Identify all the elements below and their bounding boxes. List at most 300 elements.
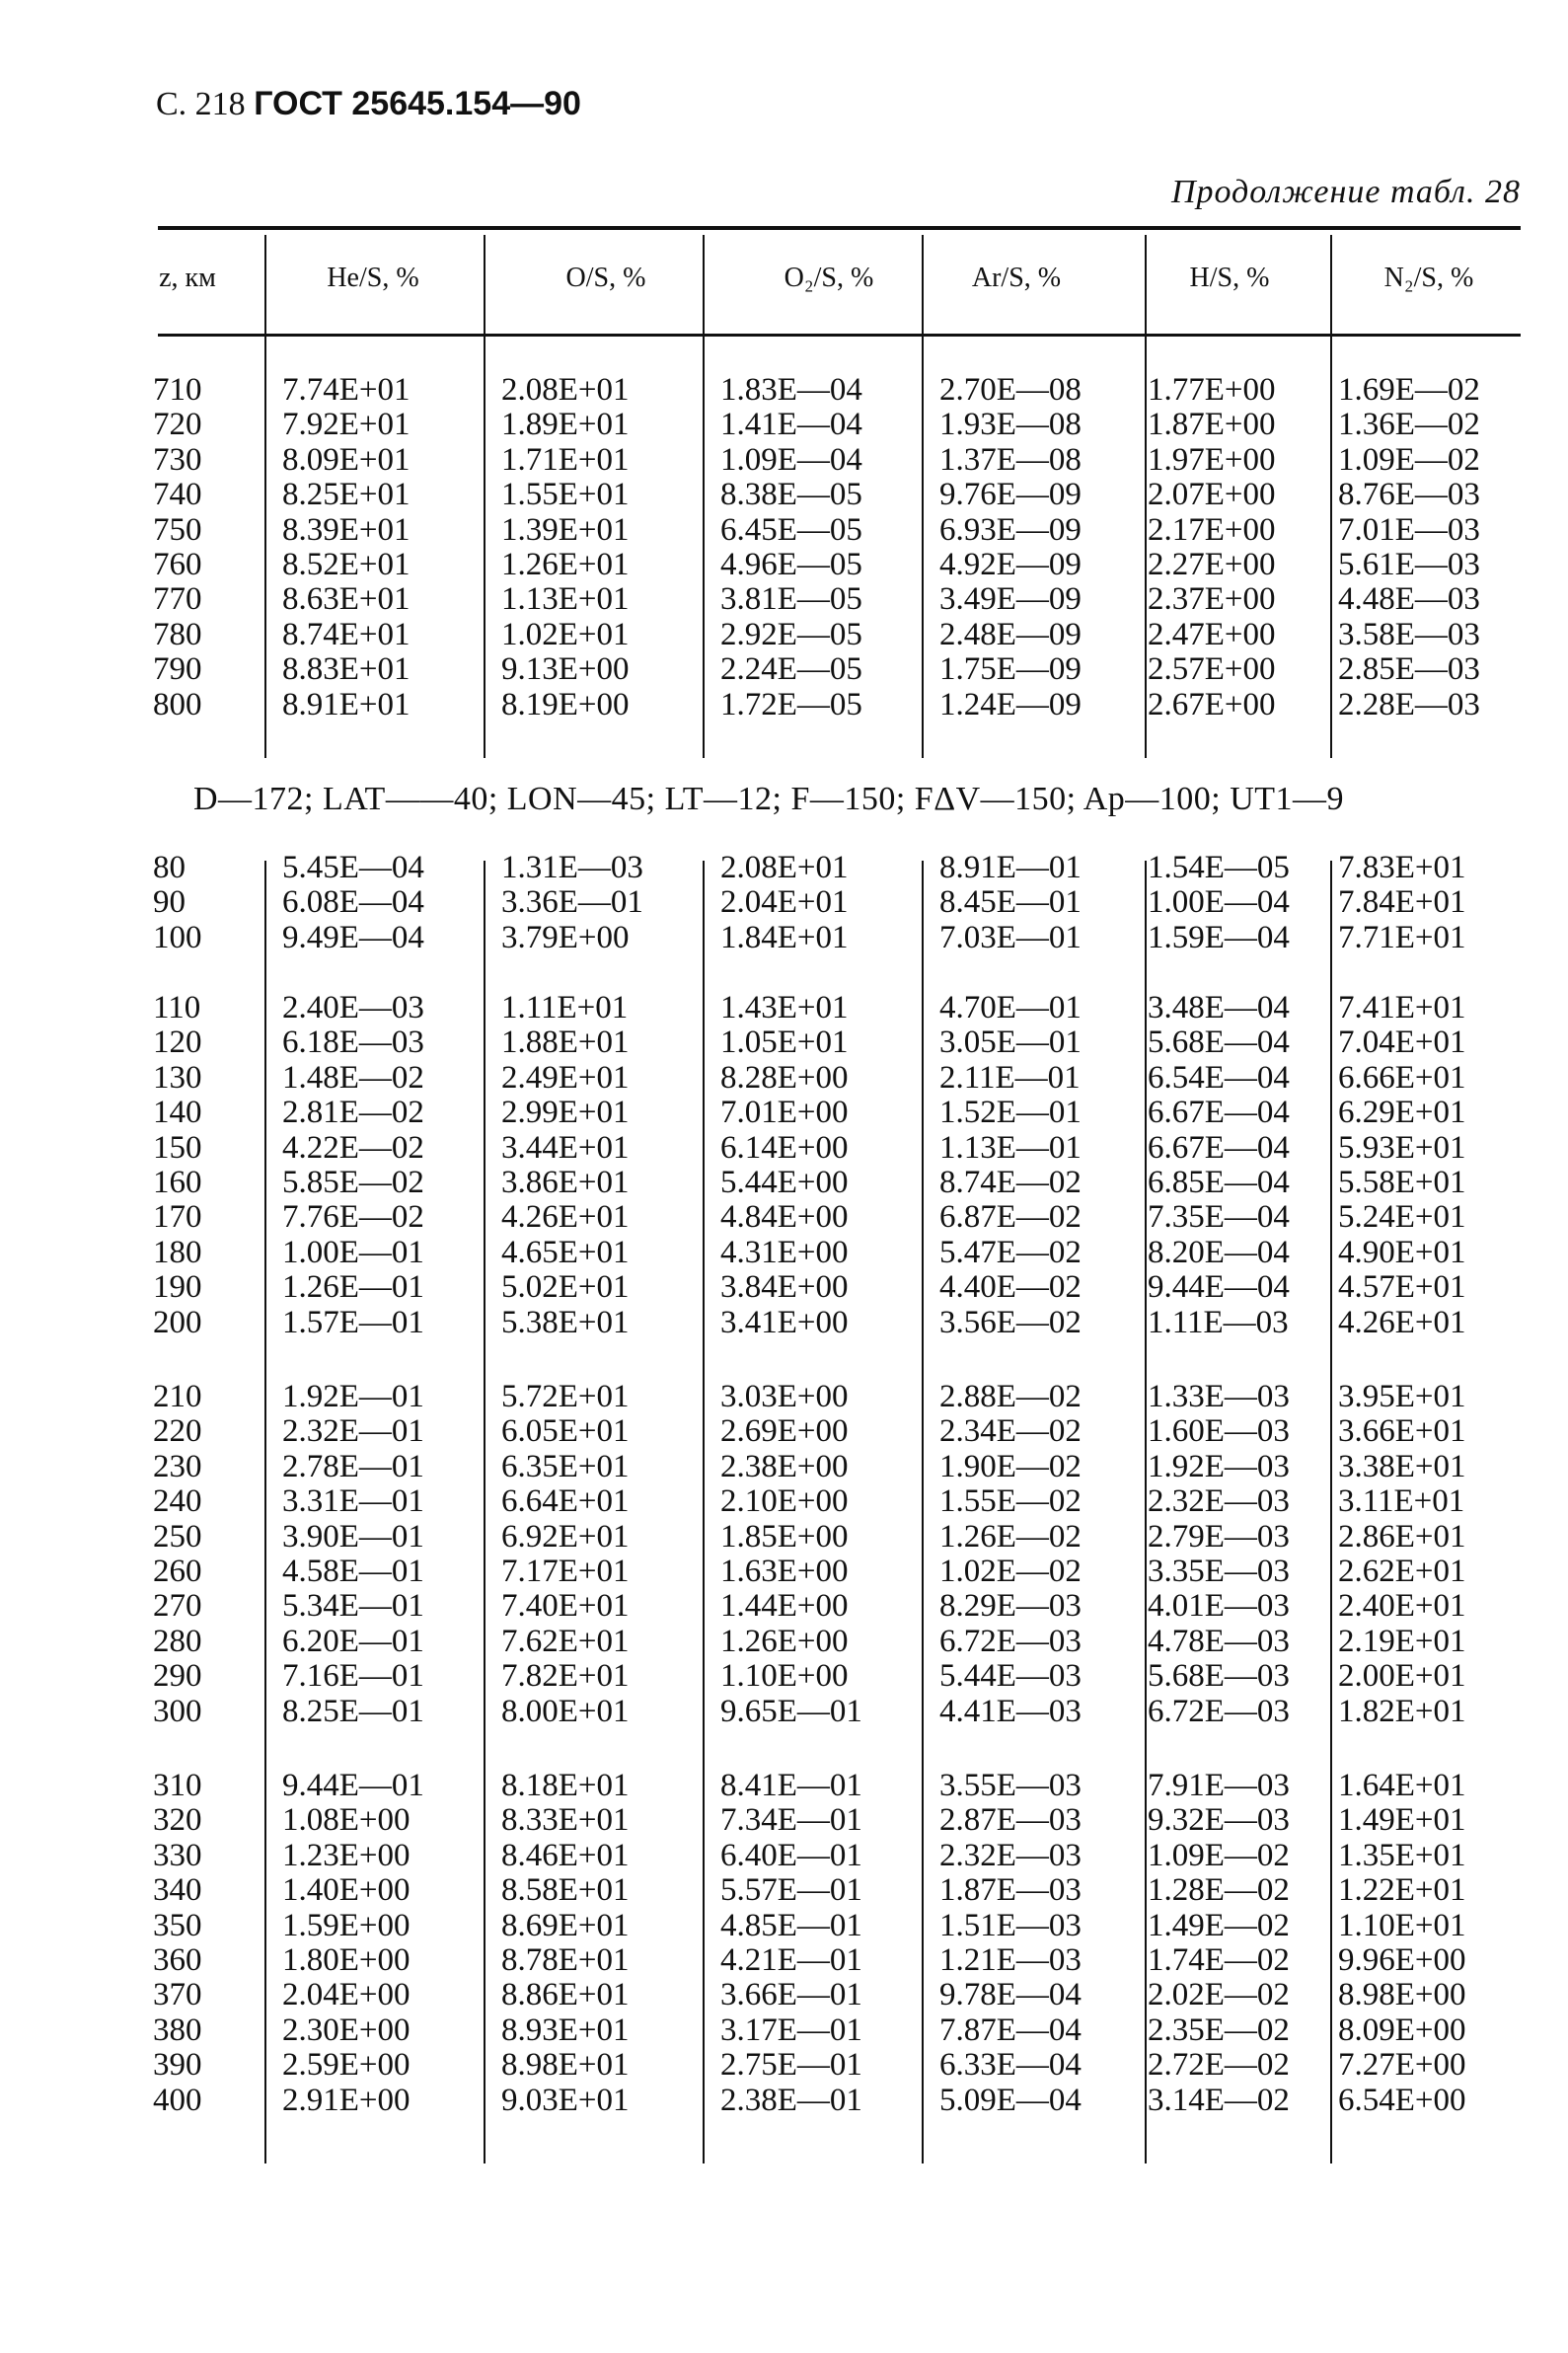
table-row [0, 1131, 1568, 1166]
table-row [0, 1555, 1568, 1589]
altitude-cell: 170 [153, 1199, 202, 1236]
page-number: С. 218 [156, 86, 246, 122]
value-cell: 7.04E+01 [1338, 1025, 1466, 1061]
table-row [0, 1096, 1568, 1130]
value-cell: 1.84E+01 [720, 919, 849, 955]
value-cell: 2.28E—03 [1338, 686, 1480, 722]
altitude-cell: 280 [153, 1623, 202, 1659]
value-cell: 1.26E—01 [282, 1269, 424, 1306]
altitude-cell: 400 [153, 2082, 202, 2118]
value-cell: 1.05E+01 [720, 1025, 849, 1061]
table-row [0, 1520, 1568, 1555]
value-cell: 8.86E+01 [501, 1977, 630, 2013]
value-cell: 2.87E—03 [939, 1802, 1082, 1839]
value-cell: 3.17E—01 [720, 2011, 862, 2048]
value-cell: 1.49E+01 [1338, 1802, 1466, 1839]
value-cell: 3.38E+01 [1338, 1448, 1466, 1484]
value-cell: 2.19E+01 [1338, 1623, 1466, 1659]
value-cell: 1.11E+01 [501, 990, 629, 1025]
value-cell: 6.85E—04 [1148, 1165, 1290, 1200]
value-cell: 1.60E—03 [1148, 1413, 1290, 1450]
value-cell: 3.95E+01 [1338, 1379, 1466, 1414]
value-cell: 1.13E—01 [939, 1129, 1082, 1166]
value-cell: 4.22E—02 [282, 1129, 424, 1166]
altitude-cell: 370 [153, 1977, 202, 2013]
value-cell: 2.85E—03 [1338, 651, 1480, 688]
header-n2: N₂/S, % [1383, 263, 1474, 293]
value-cell: 1.52E—01 [939, 1095, 1082, 1131]
value-cell: 1.22E+01 [1338, 1872, 1466, 1909]
value-cell: 5.24E+01 [1338, 1199, 1466, 1236]
table-row [0, 1873, 1568, 1908]
value-cell: 1.74E—02 [1148, 1942, 1290, 1978]
value-cell: 1.89E+01 [501, 407, 630, 443]
altitude-cell: 790 [153, 651, 202, 688]
value-cell: 3.56E—02 [939, 1304, 1082, 1340]
value-cell: 5.61E—03 [1338, 547, 1480, 582]
value-cell: 9.76E—09 [939, 477, 1082, 513]
value-cell: 4.65E+01 [501, 1234, 630, 1270]
value-cell: 1.21E—03 [939, 1942, 1082, 1978]
value-cell: 4.01E—03 [1148, 1588, 1290, 1625]
value-cell: 7.35E—04 [1148, 1199, 1290, 1236]
altitude-cell: 200 [153, 1304, 202, 1340]
value-cell: 4.96E—05 [720, 547, 862, 582]
value-cell: 6.64E+01 [501, 1483, 630, 1520]
table-row [0, 1166, 1568, 1200]
value-cell: 7.71E+01 [1338, 919, 1466, 955]
value-cell: 4.57E+01 [1338, 1269, 1466, 1306]
table-row [0, 1943, 1568, 1978]
value-cell: 3.55E—03 [939, 1768, 1082, 1803]
value-cell: 1.69E—02 [1338, 372, 1480, 408]
value-cell: 6.05E+01 [501, 1413, 630, 1450]
table-top-rule [158, 226, 1521, 230]
value-cell: 8.28E+00 [720, 1059, 849, 1096]
value-cell: 3.86E+01 [501, 1165, 630, 1200]
value-cell: 6.87E—02 [939, 1199, 1082, 1236]
altitude-cell: 250 [153, 1518, 202, 1555]
value-cell: 3.48E—04 [1148, 990, 1290, 1025]
value-cell: 3.81E—05 [720, 581, 862, 618]
value-cell: 9.65E—01 [720, 1693, 862, 1729]
value-cell: 8.74E—02 [939, 1165, 1082, 1200]
table-row [0, 1589, 1568, 1624]
value-cell: 5.45E—04 [282, 850, 424, 885]
table-row [0, 408, 1568, 442]
value-cell: 1.97E+00 [1148, 441, 1276, 478]
value-cell: 9.78E—04 [939, 1977, 1082, 2013]
value-cell: 3.03E+00 [720, 1379, 849, 1414]
altitude-cell: 310 [153, 1768, 202, 1803]
value-cell: 8.91E+01 [282, 686, 411, 722]
header-ar: Ar/S, % [971, 263, 1062, 293]
value-cell: 1.49E—02 [1148, 1907, 1290, 1943]
table-row [0, 851, 1568, 885]
value-cell: 1.39E+01 [501, 511, 630, 548]
value-cell: 6.45E—05 [720, 511, 862, 548]
value-cell: 3.14E—02 [1148, 2082, 1290, 2118]
value-cell: 8.41E—01 [720, 1768, 862, 1803]
altitude-cell: 340 [153, 1872, 202, 1909]
value-cell: 8.52E+01 [282, 547, 411, 582]
value-cell: 7.01E—03 [1338, 511, 1480, 548]
value-cell: 5.58E+01 [1338, 1165, 1466, 1200]
value-cell: 5.47E—02 [939, 1234, 1082, 1270]
table-row [0, 1484, 1568, 1519]
value-cell: 2.24E—05 [720, 651, 862, 688]
value-cell: 3.66E+01 [1338, 1413, 1466, 1450]
value-cell: 2.86E+01 [1338, 1518, 1466, 1555]
altitude-cell: 730 [153, 441, 202, 478]
value-cell: 2.47E+00 [1148, 616, 1276, 652]
value-cell: 3.79E+00 [501, 919, 630, 955]
value-cell: 8.09E+01 [282, 441, 411, 478]
value-cell: 1.75E—09 [939, 651, 1082, 688]
table-row [0, 1450, 1568, 1484]
value-cell: 2.30E+00 [282, 2011, 411, 2048]
value-cell: 8.33E+01 [501, 1802, 630, 1839]
altitude-cell: 100 [153, 919, 202, 955]
value-cell: 8.58E+01 [501, 1872, 630, 1909]
altitude-cell: 720 [153, 407, 202, 443]
table-row [0, 1270, 1568, 1305]
table-row [0, 1200, 1568, 1235]
value-cell: 7.76E—02 [282, 1199, 424, 1236]
value-cell: 2.88E—02 [939, 1379, 1082, 1414]
value-cell: 9.49E—04 [282, 919, 424, 955]
value-cell: 2.69E+00 [720, 1413, 849, 1450]
value-cell: 7.41E+01 [1338, 990, 1466, 1025]
altitude-cell: 770 [153, 581, 202, 618]
value-cell: 4.92E—09 [939, 547, 1082, 582]
value-cell: 1.72E—05 [720, 686, 862, 722]
value-cell: 5.68E—03 [1148, 1658, 1290, 1695]
value-cell: 1.44E+00 [720, 1588, 849, 1625]
value-cell: 1.82E+01 [1338, 1693, 1466, 1729]
value-cell: 2.32E—03 [1148, 1483, 1290, 1520]
value-cell: 1.85E+00 [720, 1518, 849, 1555]
value-cell: 1.92E—01 [282, 1379, 424, 1414]
table-row [0, 1695, 1568, 1729]
value-cell: 7.34E—01 [720, 1802, 862, 1839]
value-cell: 1.10E+01 [1338, 1907, 1466, 1943]
value-cell: 1.63E+00 [720, 1554, 849, 1589]
table-row [0, 885, 1568, 920]
value-cell: 5.44E+00 [720, 1165, 849, 1200]
value-cell: 1.93E—08 [939, 407, 1082, 443]
table-row [0, 582, 1568, 617]
value-cell: 1.33E—03 [1148, 1379, 1290, 1414]
table-row [0, 652, 1568, 687]
altitude-cell: 120 [153, 1025, 202, 1061]
value-cell: 6.18E—03 [282, 1025, 424, 1061]
value-cell: 6.66E+01 [1338, 1059, 1466, 1096]
table-row [0, 1025, 1568, 1060]
value-cell: 1.87E+00 [1148, 407, 1276, 443]
value-cell: 1.80E+00 [282, 1942, 411, 1978]
value-cell: 5.34E—01 [282, 1588, 424, 1625]
gost-number: ГОСТ 25645.154—90 [254, 85, 581, 122]
value-cell: 1.13E+01 [501, 581, 630, 618]
value-cell: 8.98E+01 [501, 2047, 630, 2084]
altitude-cell: 240 [153, 1483, 202, 1520]
value-cell: 8.69E+01 [501, 1907, 630, 1943]
value-cell: 1.59E+00 [282, 1907, 411, 1943]
value-cell: 3.66E—01 [720, 1977, 862, 2013]
value-cell: 6.35E+01 [501, 1448, 630, 1484]
page-header [156, 85, 581, 123]
table-row [0, 1659, 1568, 1694]
value-cell: 3.36E—01 [501, 884, 643, 921]
value-cell: 1.31E—03 [501, 850, 643, 885]
value-cell: 3.31E—01 [282, 1483, 424, 1520]
altitude-cell: 190 [153, 1269, 202, 1306]
altitude-cell: 780 [153, 616, 202, 652]
model-parameters-line: D—172; LAT——40; LON—45; LT—12; F—150; FΔV—150; Aр—100; UT1—9 [193, 781, 1345, 817]
altitude-cell: 390 [153, 2047, 202, 2084]
value-cell: 2.38E—01 [720, 2082, 862, 2118]
value-cell: 8.93E+01 [501, 2011, 630, 2048]
table-row [0, 1978, 1568, 2012]
value-cell: 2.49E+01 [501, 1059, 630, 1096]
value-cell: 4.90E+01 [1338, 1234, 1466, 1270]
value-cell: 2.00E+01 [1338, 1658, 1466, 1695]
altitude-cell: 80 [153, 850, 186, 885]
value-cell: 6.67E—04 [1148, 1095, 1290, 1131]
value-cell: 1.26E+00 [720, 1623, 849, 1659]
value-cell: 2.34E—02 [939, 1413, 1082, 1450]
value-cell: 3.90E—01 [282, 1518, 424, 1555]
value-cell: 4.21E—01 [720, 1942, 862, 1978]
value-cell: 4.78E—03 [1148, 1623, 1290, 1659]
value-cell: 8.63E+01 [282, 581, 411, 618]
value-cell: 1.59E—04 [1148, 919, 1290, 955]
value-cell: 2.57E+00 [1148, 651, 1276, 688]
value-cell: 5.38E+01 [501, 1304, 630, 1340]
value-cell: 9.32E—03 [1148, 1802, 1290, 1839]
value-cell: 3.35E—03 [1148, 1554, 1290, 1589]
altitude-cell: 130 [153, 1059, 202, 1096]
value-cell: 8.46E+01 [501, 1837, 630, 1873]
value-cell: 1.64E+01 [1338, 1768, 1466, 1803]
value-cell: 6.40E—01 [720, 1837, 862, 1873]
value-cell: 6.54E+00 [1338, 2082, 1466, 2118]
value-cell: 7.82E+01 [501, 1658, 630, 1695]
table-row [0, 1625, 1568, 1659]
table-row [0, 1769, 1568, 1803]
value-cell: 1.48E—02 [282, 1059, 424, 1096]
value-cell: 6.29E+01 [1338, 1095, 1466, 1131]
altitude-cell: 380 [153, 2011, 202, 2048]
value-cell: 2.78E—01 [282, 1448, 424, 1484]
value-cell: 1.55E—02 [939, 1483, 1082, 1520]
altitude-cell: 760 [153, 547, 202, 582]
value-cell: 6.93E—09 [939, 511, 1082, 548]
value-cell: 1.23E+00 [282, 1837, 411, 1873]
value-cell: 1.02E—02 [939, 1554, 1082, 1589]
value-cell: 2.75E—01 [720, 2047, 862, 2084]
value-cell: 4.26E+01 [1338, 1304, 1466, 1340]
value-cell: 1.37E—08 [939, 441, 1082, 478]
value-cell: 1.71E+01 [501, 441, 630, 478]
value-cell: 1.40E+00 [282, 1872, 411, 1909]
altitude-cell: 740 [153, 477, 202, 513]
value-cell: 1.24E—09 [939, 686, 1082, 722]
value-cell: 6.14E+00 [720, 1129, 849, 1166]
table-row [0, 513, 1568, 548]
value-cell: 8.83E+01 [282, 651, 411, 688]
table-row [0, 2048, 1568, 2083]
value-cell: 2.27E+00 [1148, 547, 1276, 582]
value-cell: 2.37E+00 [1148, 581, 1276, 618]
value-cell: 1.87E—03 [939, 1872, 1082, 1909]
value-cell: 7.16E—01 [282, 1658, 424, 1695]
table-row [0, 1414, 1568, 1449]
table-continuation-label: Продолжение табл. 28 [1170, 174, 1521, 210]
value-cell: 8.29E—03 [939, 1588, 1082, 1625]
value-cell: 7.17E+01 [501, 1554, 630, 1589]
value-cell: 3.84E+00 [720, 1269, 849, 1306]
value-cell: 1.28E—02 [1148, 1872, 1290, 1909]
value-cell: 2.32E—01 [282, 1413, 424, 1450]
value-cell: 9.03E+01 [501, 2082, 630, 2118]
value-cell: 6.08E—04 [282, 884, 424, 921]
value-cell: 1.11E—03 [1148, 1304, 1289, 1340]
value-cell: 6.20E—01 [282, 1623, 424, 1659]
value-cell: 2.10E+00 [720, 1483, 849, 1520]
value-cell: 4.58E—01 [282, 1554, 424, 1589]
value-cell: 1.08E+00 [282, 1802, 411, 1839]
value-cell: 8.78E+01 [501, 1942, 630, 1978]
value-cell: 7.03E—01 [939, 919, 1082, 955]
value-cell: 7.92E+01 [282, 407, 411, 443]
altitude-cell: 150 [153, 1129, 202, 1166]
value-cell: 4.48E—03 [1338, 581, 1480, 618]
value-cell: 3.58E—03 [1338, 616, 1480, 652]
table-row [0, 1306, 1568, 1340]
value-cell: 7.84E+01 [1338, 884, 1466, 921]
altitude-cell: 320 [153, 1802, 202, 1839]
table-row [0, 548, 1568, 582]
value-cell: 3.11E+01 [1338, 1483, 1465, 1520]
value-cell: 8.38E—05 [720, 477, 862, 513]
value-cell: 1.92E—03 [1148, 1448, 1290, 1484]
altitude-cell: 140 [153, 1095, 202, 1131]
value-cell: 2.08E+01 [720, 850, 849, 885]
altitude-cell: 220 [153, 1413, 202, 1450]
altitude-cell: 300 [153, 1693, 202, 1729]
header-he: He/S, % [327, 263, 419, 293]
altitude-cell: 160 [153, 1165, 202, 1200]
table-row [0, 2013, 1568, 2048]
altitude-cell: 330 [153, 1837, 202, 1873]
value-cell: 2.02E—02 [1148, 1977, 1290, 2013]
table-row [0, 1380, 1568, 1414]
altitude-cell: 260 [153, 1554, 202, 1589]
altitude-cell: 210 [153, 1379, 202, 1414]
value-cell: 1.88E+01 [501, 1025, 630, 1061]
value-cell: 1.41E—04 [720, 407, 862, 443]
value-cell: 2.72E—02 [1148, 2047, 1290, 2084]
value-cell: 2.59E+00 [282, 2047, 411, 2084]
value-cell: 4.40E—02 [939, 1269, 1082, 1306]
table-row [0, 991, 1568, 1025]
value-cell: 1.51E—03 [939, 1907, 1082, 1943]
value-cell: 1.77E+00 [1148, 372, 1276, 408]
value-cell: 7.01E+00 [720, 1095, 849, 1131]
value-cell: 9.44E—01 [282, 1768, 424, 1803]
value-cell: 2.48E—09 [939, 616, 1082, 652]
value-cell: 4.84E+00 [720, 1199, 849, 1236]
value-cell: 1.09E—02 [1148, 1837, 1290, 1873]
table-row [0, 478, 1568, 512]
table-row [0, 1061, 1568, 1096]
value-cell: 2.70E—08 [939, 372, 1082, 408]
altitude-cell: 710 [153, 372, 202, 408]
value-cell: 8.20E—04 [1148, 1234, 1290, 1270]
value-cell: 2.07E+00 [1148, 477, 1276, 513]
table-row [0, 1839, 1568, 1873]
altitude-cell: 270 [153, 1588, 202, 1625]
value-cell: 2.08E+01 [501, 372, 630, 408]
table-row [0, 921, 1568, 955]
value-cell: 4.85E—01 [720, 1907, 862, 1943]
value-cell: 7.27E+00 [1338, 2047, 1466, 2084]
header-o2: O₂/S, % [784, 263, 874, 293]
value-cell: 9.96E+00 [1338, 1942, 1466, 1978]
value-cell: 5.09E—04 [939, 2082, 1082, 2118]
value-cell: 6.72E—03 [939, 1623, 1082, 1659]
value-cell: 2.91E+00 [282, 2082, 411, 2118]
value-cell: 2.81E—02 [282, 1095, 424, 1131]
value-cell: 8.39E+01 [282, 511, 411, 548]
value-cell: 2.11E—01 [939, 1059, 1081, 1096]
value-cell: 7.87E—04 [939, 2011, 1082, 2048]
altitude-cell: 800 [153, 686, 202, 722]
value-cell: 3.41E+00 [720, 1304, 849, 1340]
altitude-cell: 360 [153, 1942, 202, 1978]
value-cell: 2.17E+00 [1148, 511, 1276, 548]
value-cell: 8.76E—03 [1338, 477, 1480, 513]
header-o: O/S, % [565, 263, 646, 293]
value-cell: 9.13E+00 [501, 651, 630, 688]
value-cell: 1.54E—05 [1148, 850, 1290, 885]
value-cell: 1.55E+01 [501, 477, 630, 513]
value-cell: 7.83E+01 [1338, 850, 1466, 885]
value-cell: 2.62E+01 [1338, 1554, 1466, 1589]
value-cell: 3.49E—09 [939, 581, 1082, 618]
table-row [0, 373, 1568, 408]
value-cell: 8.91E—01 [939, 850, 1082, 885]
value-cell: 1.36E—02 [1338, 407, 1480, 443]
value-cell: 5.93E+01 [1338, 1129, 1466, 1166]
value-cell: 1.26E+01 [501, 547, 630, 582]
value-cell: 4.31E+00 [720, 1234, 849, 1270]
value-cell: 3.05E—01 [939, 1025, 1082, 1061]
value-cell: 5.57E—01 [720, 1872, 862, 1909]
altitude-cell: 90 [153, 884, 186, 921]
value-cell: 4.41E—03 [939, 1693, 1082, 1729]
value-cell: 7.40E+01 [501, 1588, 630, 1625]
altitude-cell: 230 [153, 1448, 202, 1484]
header-h: H/S, % [1189, 263, 1270, 293]
value-cell: 1.43E+01 [720, 990, 849, 1025]
value-cell: 8.45E—01 [939, 884, 1082, 921]
altitude-cell: 110 [153, 990, 201, 1025]
table-row [0, 1803, 1568, 1838]
value-cell: 2.35E—02 [1148, 2011, 1290, 2048]
